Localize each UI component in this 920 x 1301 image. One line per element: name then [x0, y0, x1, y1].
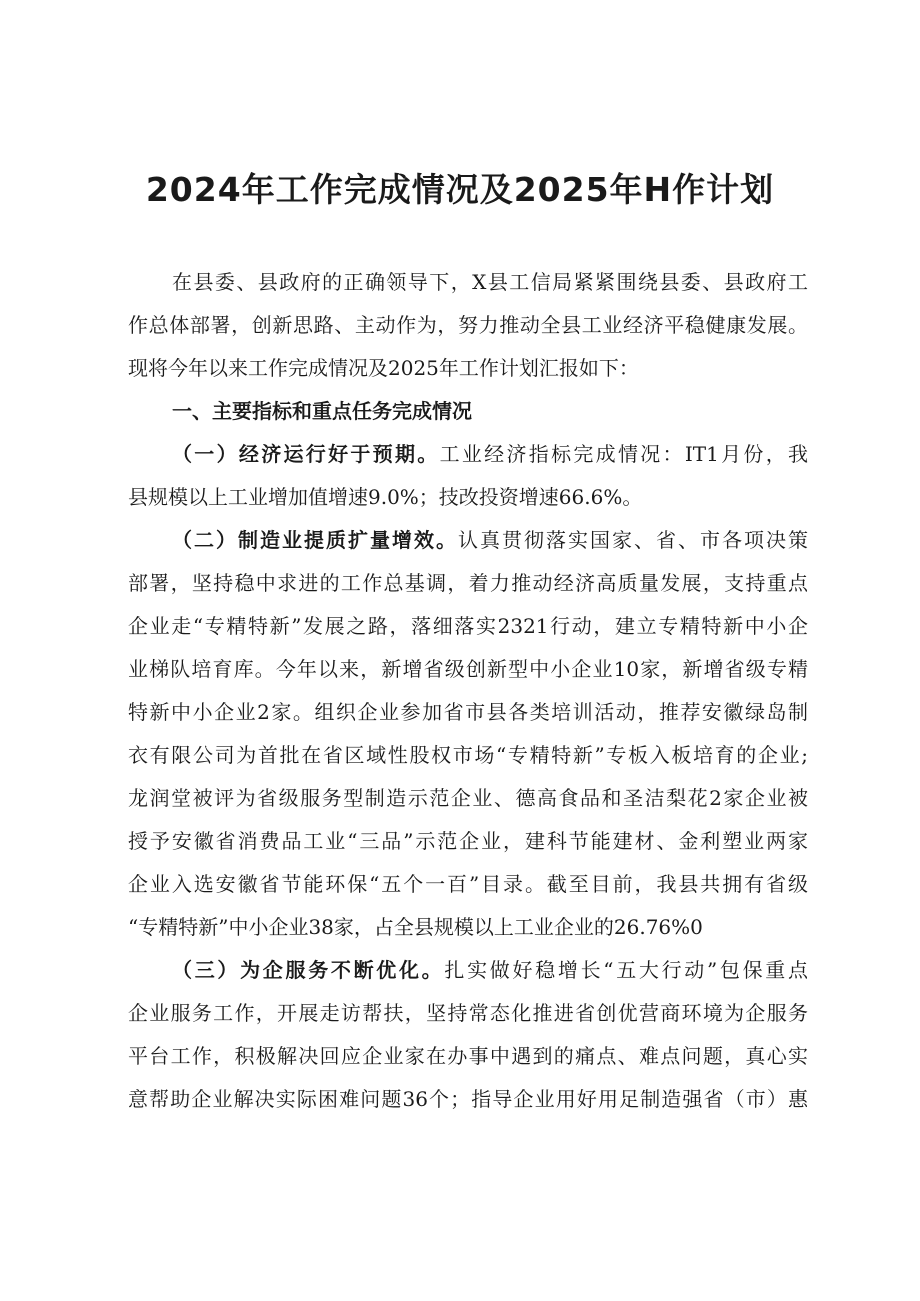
- item-1-heading: （一）经济运行好于预期。: [172, 442, 440, 466]
- item-2-line-2: 部署，坚持稳中求进的工作总基调，着力推动经济高质量发展，支持重点: [128, 571, 808, 595]
- item-3-text: 扎实做好稳增长“五大行动”包保重点: [444, 958, 808, 982]
- item-2-line-7: 龙润堂被评为省级服务型制造示范企业、德高食品和圣洁梨花2家企业被: [128, 786, 808, 810]
- item-3-line-2: 企业服务工作，开展走访帮扶，坚持常态化推进省创优营商环境为企服务: [128, 1001, 808, 1025]
- item-3-line-1: [172, 950, 808, 990]
- item-3-line-3: 平台工作，积极解决回应企业家在办事中遇到的痛点、难点问题，真心实: [128, 1044, 808, 1068]
- item-1-line-1: [172, 434, 808, 474]
- item-1-text: 工业经济指标完成情况：IT1月份，我: [439, 442, 808, 466]
- item-3-line-4: 意帮助企业解决实际困难问题36个；指导企业用好用足制造强省（市）惠: [128, 1087, 808, 1111]
- item-2-line-10: “专精特新”中小企业38家，占全县规模以上工业企业的26.76%0: [128, 915, 703, 939]
- item-2-line-1: [172, 520, 808, 560]
- intro-line-2: 作总体部署，创新思路、主动作为，努力推动全县工业经济平稳健康发展。: [128, 313, 808, 337]
- item-2-line-4: 业梯队培育库。今年以来，新增省级创新型中小企业10家，新增省级专精: [128, 657, 808, 681]
- item-2-line-8: 授予安徽省消费品工业“三品”示范企业，建科节能建材、金利塑业两家: [128, 829, 808, 853]
- intro-line-1: 在县委、县政府的正确领导下，X县工信局紧紧围绕县委、县政府工: [172, 270, 808, 294]
- item-2-line-9: 企业入选安徽省节能环保“五个一百”目录。截至目前，我县共拥有省级: [128, 872, 808, 896]
- item-2-line-5: 特新中小企业2家。组织企业参加省市县各类培训活动，推荐安徽绿岛制: [128, 700, 808, 724]
- document-title: 2024年工作完成情况及2025年H作计划: [145, 170, 775, 209]
- item-2-heading: （二）制造业提质扩量增效。: [172, 528, 458, 552]
- item-2-line-6: 衣有限公司为首批在省区域性股权市场“专精特新”专板入板培育的企业;: [128, 743, 808, 767]
- item-1-line-2: 县规模以上工业增加值增速9.0%；技改投资增速66.6%。: [128, 485, 643, 509]
- section-heading-1: 一、主要指标和重点任务完成情况: [172, 399, 472, 423]
- intro-line-3: 现将今年以来工作完成情况及2025年工作计划汇报如下：: [128, 356, 639, 380]
- item-2-text: 认真贯彻落实国家、省、市各项决策: [458, 528, 808, 552]
- item-3-heading: （三）为企服务不断优化。: [172, 958, 445, 982]
- item-2-line-3: 企业走“专精特新”发展之路，落细落实2321行动，建立专精特新中小企: [128, 614, 808, 638]
